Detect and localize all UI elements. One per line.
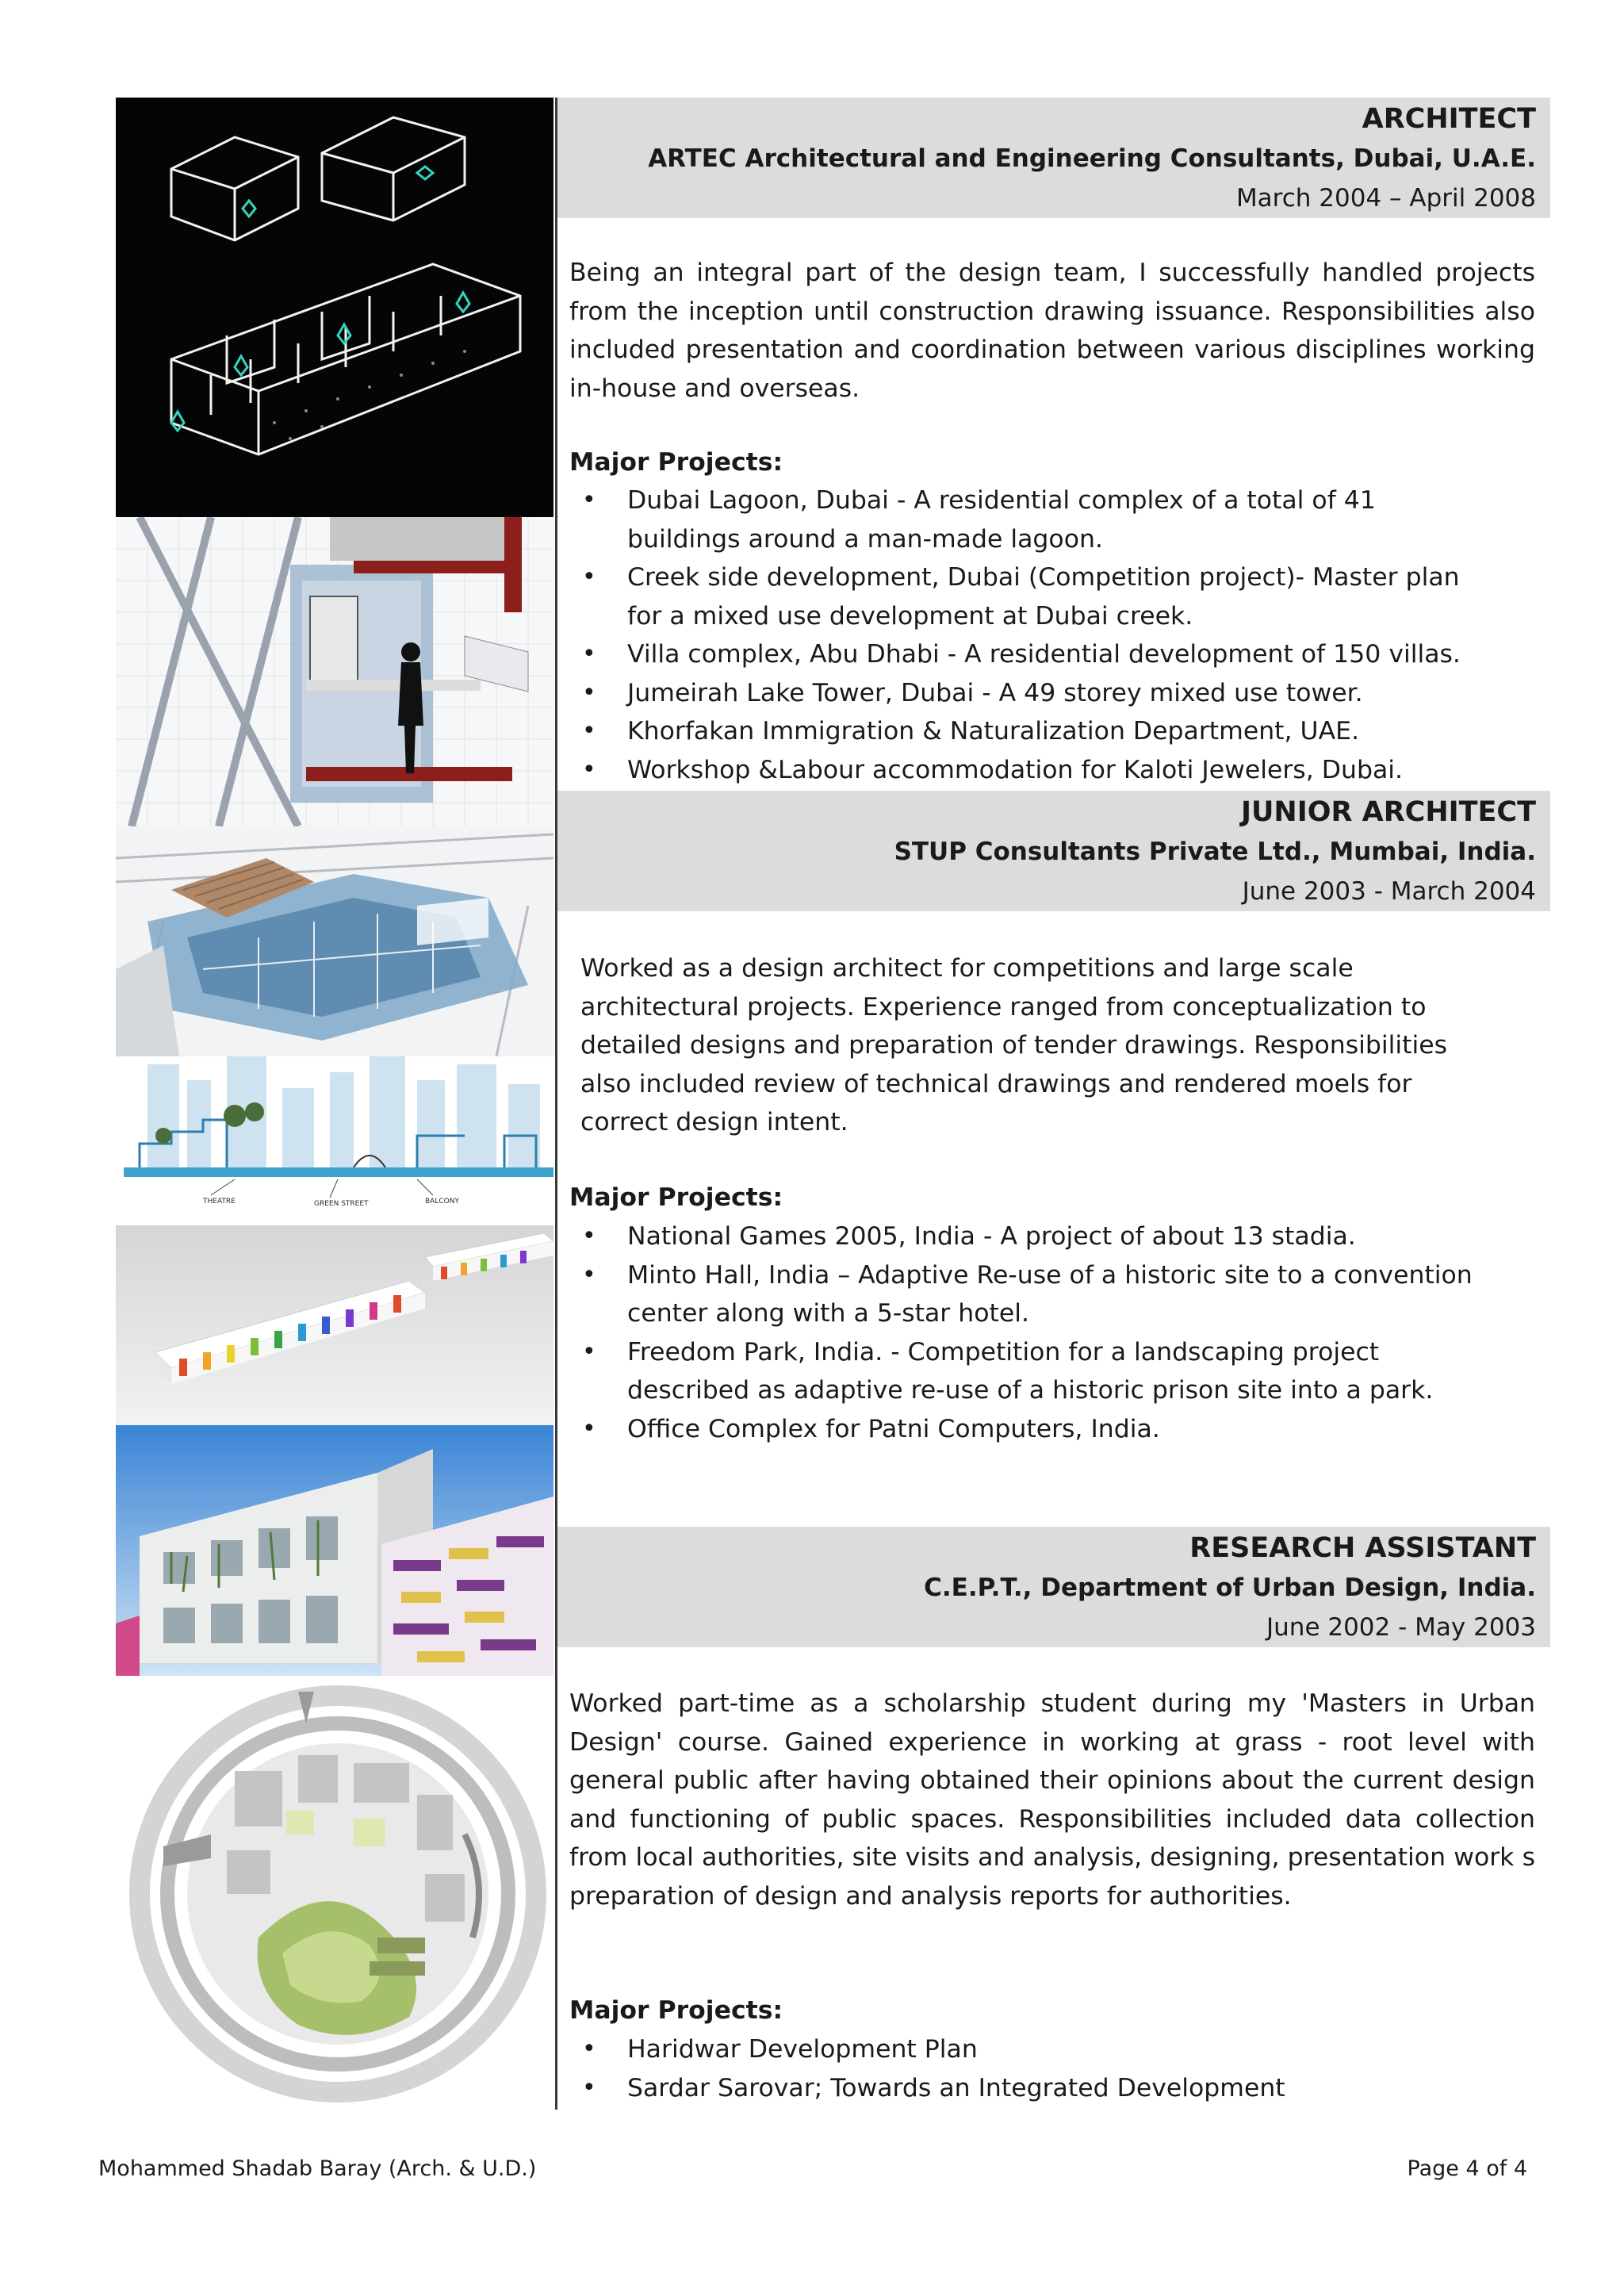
- list-item: • Workshop &Labour accommodation for Kaloti Jewelers, Dubai.: [569, 751, 1535, 790]
- company-name: ARTEC Architectural and Engineering Consultants, Dubai, U.A.E.: [648, 144, 1536, 173]
- job-description: Worked part-time as a scholarship student during my 'Masters in Urban Design' course. Gained experience in working at grass - root level with general public after having obtained their opinions about the current design and functioning of public spaces. Responsibilities included data collection from local authorities, site visits and analysis, designing, presentation work s preparation of design and analysis reports for authorities.: [569, 1689, 1535, 1911]
- company-name: C.E.P.T., Department of Urban Design, India.: [924, 1573, 1536, 1602]
- footer-page-number: Page 4 of 4: [1407, 2156, 1527, 2181]
- color-blocks-model-image: [116, 1225, 553, 1425]
- job-title: JUNIOR ARCHITECT: [1240, 796, 1536, 828]
- footer-author: Mohammed Shadab Baray (Arch. & U.D.): [98, 2156, 537, 2181]
- section-sketch-image: [116, 1056, 553, 1225]
- section-header-research-assistant: [557, 1527, 1550, 1647]
- sketch-label-theatre: THEATRE: [203, 1198, 236, 1205]
- section-header-junior-architect: [557, 791, 1550, 911]
- project-list: [569, 481, 1535, 789]
- employment-dates: June 2003 - March 2004: [1242, 877, 1536, 906]
- employment-dates: March 2004 – April 2008: [1235, 184, 1536, 213]
- list-item: • Sardar Sarovar; Towards an Integrated Development: [569, 2069, 1535, 2108]
- list-item: • Villa complex, Abu Dhabi - A residential development of 150 villas.: [569, 635, 1535, 674]
- projects-label: Major Projects:: [569, 1996, 783, 2025]
- list-item: • Minto Hall, India – Adaptive Re-use of a historic site to a convention center along with a 5-star hotel.: [569, 1256, 1535, 1333]
- projects-label: Major Projects:: [569, 1183, 783, 1212]
- sketch-label-balcony: BALCONY: [425, 1198, 459, 1205]
- list-item: • Office Complex for Patni Computers, India.: [569, 1410, 1535, 1449]
- section-perspective-image: [116, 517, 553, 826]
- list-item: • Haridwar Development Plan: [569, 2030, 1535, 2069]
- sketch-label-green-street: GREEN STREET: [314, 1200, 369, 1208]
- list-item: • Jumeirah Lake Tower, Dubai - A 49 storey mixed use tower.: [569, 674, 1535, 713]
- job-title: ARCHITECT: [1362, 103, 1536, 135]
- portfolio-image-column: [116, 98, 553, 2110]
- wireframe-sketch-image: [116, 98, 553, 517]
- blue-massing-model-image: [116, 826, 553, 1056]
- employment-dates: June 2002 - May 2003: [1266, 1613, 1536, 1642]
- list-item: • Creek side development, Dubai (Competition project)- Master plan for a mixed use development at Dubai creek.: [569, 558, 1535, 635]
- project-list: [569, 1217, 1535, 1448]
- job-title: RESEARCH ASSISTANT: [1189, 1532, 1536, 1564]
- urban-design-diagram-image: [116, 1676, 553, 2110]
- list-item: • Freedom Park, India. - Competition for a landscaping project described as adaptive re-use of a historic prison site into a park.: [569, 1333, 1535, 1410]
- company-name: STUP Consultants Private Ltd., Mumbai, India.: [894, 838, 1536, 866]
- job-description: Being an integral part of the design team, I successfully handled projects from the inception until construction drawing issuance. Responsibilities also included presentation and coordination between various disciplines working in-house and overseas.: [569, 259, 1535, 403]
- job-description: Worked as a design architect for competitions and large scale architectural projects. Experience ranged from conceptualization to detailed designs and preparation of tender drawings. Responsibilities also included review of technical drawings and rendered moels for correct design intent.: [580, 954, 1448, 1137]
- section-header-architect: [557, 98, 1550, 218]
- column-divider: [555, 98, 557, 2110]
- building-render-image: [116, 1425, 553, 1676]
- list-item: • Khorfakan Immigration & Naturalization Department, UAE.: [569, 712, 1535, 751]
- list-item: • Dubai Lagoon, Dubai - A residential complex of a total of 41 buildings around a man-made lagoon.: [569, 481, 1535, 558]
- project-list: [569, 2030, 1535, 2107]
- list-item: • National Games 2005, India - A project of about 13 stadia.: [569, 1217, 1535, 1256]
- projects-label: Major Projects:: [569, 448, 783, 477]
